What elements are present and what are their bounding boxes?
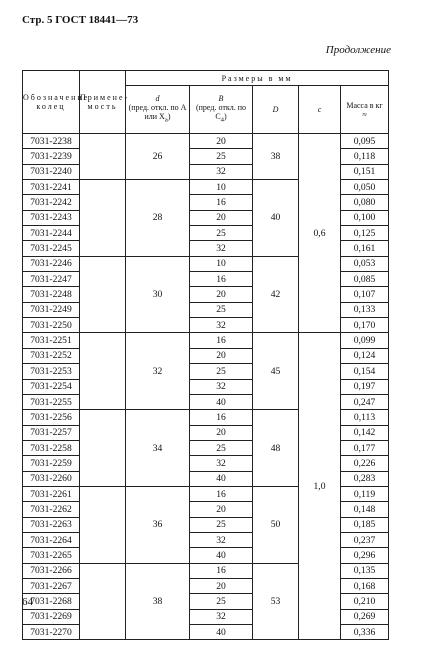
cell-code: 7031-2267 [23,578,80,593]
cell-B: 16 [190,486,253,501]
cell-code: 7031-2268 [23,594,80,609]
cell-mass: 0,099 [341,333,389,348]
table-title: Размеры в мм [126,71,389,86]
cell-code: 7031-2244 [23,226,80,241]
cell-code: 7031-2260 [23,471,80,486]
col-header-D [253,86,299,134]
cell-code: 7031-2261 [23,486,80,501]
cell-code: 7031-2239 [23,149,80,164]
cell-mass: 0,269 [341,609,389,624]
cell-code: 7031-2254 [23,379,80,394]
cell-mass: 0,124 [341,348,389,363]
cell-B: 32 [190,532,253,547]
cell-mass: 0,170 [341,318,389,333]
mass-label: Масса в кг [346,100,383,110]
cell-code: 7031-2243 [23,210,80,225]
d-symbol: d [155,94,160,104]
cell-B: 16 [190,272,253,287]
cell-B: 40 [190,471,253,486]
cell-usage [80,180,126,257]
cell-mass: 0,080 [341,195,389,210]
cell-mass: 0,119 [341,486,389,501]
dimensions-table [22,70,389,640]
cell-B: 16 [190,333,253,348]
cell-mass: 0,336 [341,625,389,640]
cell-code: 7031-2250 [23,318,80,333]
cell-B: 25 [190,517,253,532]
cell-mass: 0,118 [341,149,389,164]
cell-c: 1,0 [299,333,341,640]
mass-approx: ≈ [362,109,367,119]
cell-mass: 0,142 [341,425,389,440]
cell-B: 20 [190,502,253,517]
cell-B: 16 [190,195,253,210]
cell-code: 7031-2259 [23,456,80,471]
cell-mass: 0,197 [341,379,389,394]
cell-mass: 0,210 [341,594,389,609]
col-header-d: d (пред. откл. по А или $Х_а$) [126,86,190,134]
cell-d: 32 [126,333,190,410]
cell-mass: 0,177 [341,440,389,455]
cell-mass: 0,085 [341,272,389,287]
cell-mass: 0,095 [341,134,389,149]
D-symbol: D [272,105,279,114]
table-row [23,333,389,348]
B-symbol: B [218,94,224,104]
cell-B: 25 [190,226,253,241]
col-header-code: Обозначение колец [23,71,80,134]
cell-D: 38 [253,134,299,180]
cell-mass: 0,247 [341,394,389,409]
cell-usage [80,333,126,410]
cell-d: 38 [126,563,190,640]
cell-code: 7031-2262 [23,502,80,517]
cell-mass: 0,161 [341,241,389,256]
cell-code: 7031-2247 [23,272,80,287]
page-header: Стр. 5 ГОСТ 18441—73 [22,14,139,26]
cell-code: 7031-2246 [23,256,80,271]
cell-usage [80,410,126,487]
cell-B: 32 [190,164,253,179]
cell-B: 20 [190,578,253,593]
cell-usage [80,134,126,180]
col-header-usage: Примене-мость [80,71,126,134]
cell-code: 7031-2263 [23,517,80,532]
cell-B: 32 [190,609,253,624]
cell-mass: 0,237 [341,532,389,547]
col-header-B: B (пред. откл. по $С_4$) [190,86,253,134]
cell-B: 32 [190,379,253,394]
cell-D: 42 [253,256,299,333]
cell-code: 7031-2252 [23,348,80,363]
cell-mass: 0,296 [341,548,389,563]
cell-mass: 0,168 [341,578,389,593]
cell-code: 7031-2242 [23,195,80,210]
cell-mass: 0,050 [341,180,389,195]
cell-usage [80,256,126,333]
cell-B: 25 [190,364,253,379]
cell-code: 7031-2265 [23,548,80,563]
cell-B: 10 [190,256,253,271]
cell-mass: 0,113 [341,410,389,425]
cell-d: 34 [126,410,190,487]
cell-B: 32 [190,456,253,471]
cell-B: 25 [190,302,253,317]
table-body [23,134,389,640]
cell-B: 10 [190,180,253,195]
cell-B: 20 [190,348,253,363]
cell-B: 25 [190,594,253,609]
d-tolerance-sub: а [164,116,168,124]
cell-B: 16 [190,410,253,425]
cell-mass: 0,107 [341,287,389,302]
cell-d: 36 [126,486,190,563]
cell-code: 7031-2240 [23,164,80,179]
cell-D: 45 [253,333,299,410]
cell-mass: 0,151 [341,164,389,179]
cell-mass: 0,053 [341,256,389,271]
cell-B: 20 [190,425,253,440]
cell-mass: 0,148 [341,502,389,517]
cell-B: 40 [190,394,253,409]
continued-label: Продолжение [325,44,391,56]
cell-B: 20 [190,287,253,302]
cell-code: 7031-2269 [23,609,80,624]
B-tolerance-note: (пред. откл. по С [195,103,246,122]
cell-B: 20 [190,134,253,149]
cell-d: 28 [126,180,190,257]
cell-code: 7031-2248 [23,287,80,302]
cell-D: 50 [253,486,299,563]
cell-code: 7031-2241 [23,180,80,195]
cell-mass: 0,226 [341,456,389,471]
cell-D: 53 [253,563,299,640]
cell-code: 7031-2238 [23,134,80,149]
cell-D: 40 [253,180,299,257]
d-tolerance-note: (пред. откл. по А или Х [128,103,187,122]
cell-mass: 0,283 [341,471,389,486]
cell-B: 25 [190,440,253,455]
table-row [23,134,389,149]
cell-code: 7031-2245 [23,241,80,256]
cell-mass: 0,185 [341,517,389,532]
col-header-c [299,86,341,134]
cell-code: 7031-2253 [23,364,80,379]
cell-B: 32 [190,318,253,333]
c-symbol: c [317,105,322,114]
cell-code: 7031-2249 [23,302,80,317]
cell-code: 7031-2270 [23,625,80,640]
cell-B: 40 [190,625,253,640]
cell-B: 16 [190,563,253,578]
cell-mass: 0,125 [341,226,389,241]
page-number: 64 [22,596,33,608]
cell-code: 7031-2255 [23,394,80,409]
cell-usage [80,563,126,640]
cell-code: 7031-2264 [23,532,80,547]
cell-B: 20 [190,210,253,225]
cell-c: 0,6 [299,134,341,333]
cell-mass: 0,154 [341,364,389,379]
cell-mass: 0,135 [341,563,389,578]
cell-code: 7031-2251 [23,333,80,348]
cell-usage [80,486,126,563]
cell-code: 7031-2256 [23,410,80,425]
col-header-mass [341,86,389,134]
cell-code: 7031-2257 [23,425,80,440]
cell-mass: 0,133 [341,302,389,317]
cell-d: 30 [126,256,190,333]
cell-B: 25 [190,149,253,164]
cell-code: 7031-2258 [23,440,80,455]
cell-code: 7031-2266 [23,563,80,578]
cell-B: 40 [190,548,253,563]
cell-B: 32 [190,241,253,256]
cell-D: 48 [253,410,299,487]
B-tolerance-sub: 4 [220,116,224,124]
cell-mass: 0,100 [341,210,389,225]
cell-d: 26 [126,134,190,180]
